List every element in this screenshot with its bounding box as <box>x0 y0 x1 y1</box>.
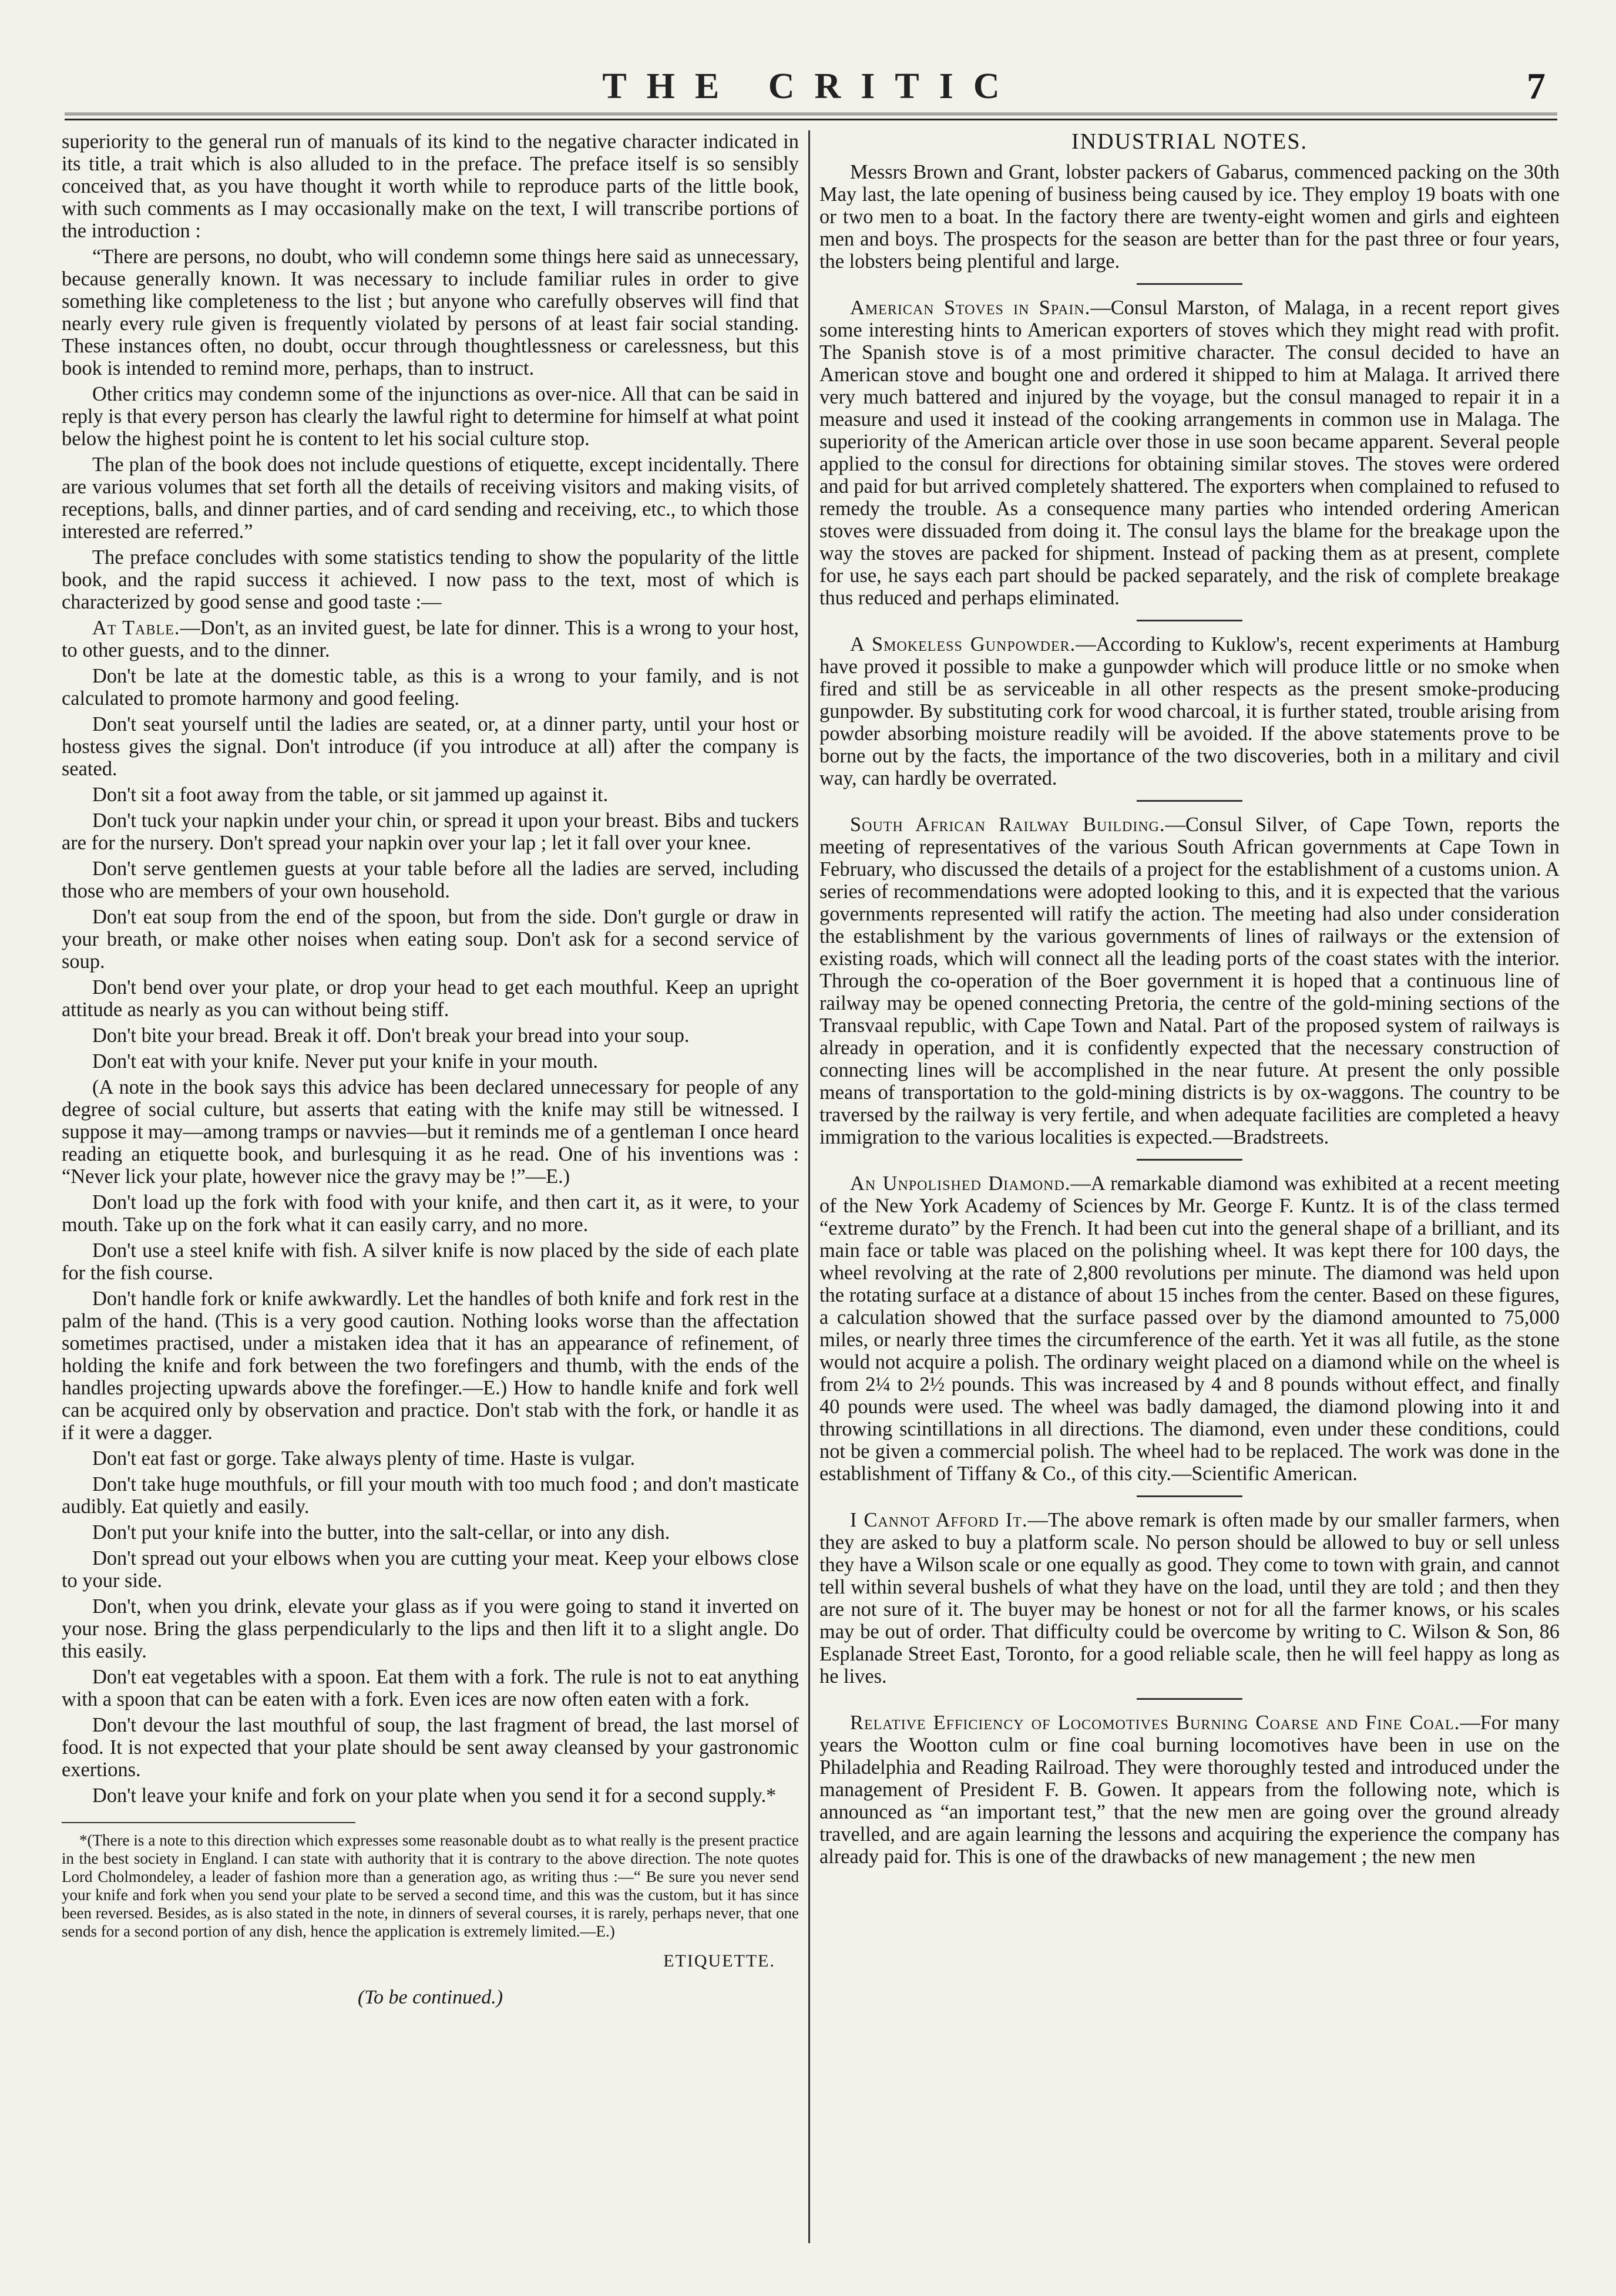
paragraph: Messrs Brown and Grant, lobster packers of Gabarus, commenced packing on the 30th May last, the late opening of business being caused by ice. They employ 19 boats with one or two men to a boat. In the factory there are twenty-eight women and girls and eighteen men and boys. The prospects for the season are better than for the past three or four years, the lobsters being plentiful and large. <box>819 161 1560 273</box>
paragraph: Don't eat fast or gorge. Take always plenty of time. Haste is vulgar. <box>92 1447 636 1470</box>
at-table-label: At Table. <box>92 617 180 639</box>
paragraph: Don't, when you drink, elevate your glass as if you were going to stand it inverted on your nose. Bring the glass perpendicularly to the lips and then lift it to a slight angle. Do this easily. <box>62 1595 799 1662</box>
paragraph: Don't handle fork or knife awkwardly. Let the handles of both knife and fork rest in the palm of the hand. (This is a very good caution. Nothing looks worse than the affectation sometimes practised, under a mistaken idea that it has an appearance of refinement, of holding the knife and fork between the two forefingers and thumb, with the ends of the handles projecting upwards above the forefinger.—E.) How to handle knife and fork well can be acquired only by observation and practice. Don't stab with the fork, or handle it as if it were a dagger. <box>62 1287 799 1444</box>
paragraph: “There are persons, no doubt, who will condemn some things here said as unnecessary, because generally known. It was necessary to include familiar rules in order to give something like completeness to the list ; but anyone who carefully observes will find that nearly every rule given is frequently violated by persons of at least fair social standing. These instances often, no doubt, occur through thoughtlessness or carelessness, but this book is intended to remind more, perhaps, than to instruct. <box>62 246 799 379</box>
item-heading: American Stoves in Spain. <box>850 297 1091 319</box>
paragraph-text: Don't, as an invited guest, be late for dinner. This is a wrong to your host, to other guests, and to the dinner. <box>62 617 799 661</box>
paragraph: Other critics may condemn some of the injunctions as over-nice. All that can be said in reply is that every person has clearly the lawful right to determine for himself at what point below the highest point he is content to let his social culture stop. <box>62 383 799 450</box>
news-item <box>819 297 1560 609</box>
item-heading: Relative Efficiency of Locomotives Burning Coarse and Fine Coal. <box>850 1712 1460 1734</box>
paragraph: Don't serve gentlemen guests at your table before all the ladies are served, including those who are members of your own household. <box>62 858 799 902</box>
paragraph: The preface concludes with some statistics tending to show the popularity of the little book, and the rapid success it achieved. I now pass to the text, most of which is characterized by good sense and good taste :— <box>62 546 799 613</box>
paragraph-at-table: At Table.—Don't, as an invited guest, be late for dinner. This is a wrong to your host, to other guests, and to the dinner. <box>62 617 799 661</box>
paragraph: Don't sit a foot away from the table, or sit jammed up against it. <box>92 784 609 806</box>
right-column <box>819 130 1560 2243</box>
paragraph: Don't load up the fork with food with your knife, and then cart it, as it were, to your mouth. Take up on the fork what it can easily carry, and no more. <box>62 1191 799 1236</box>
item-heading: A Smokeless Gunpowder. <box>850 633 1076 655</box>
paragraph: Don't eat soup from the end of the spoon, but from the side. Don't gurgle or draw in your breath, or make other noises when eating soup. Don't ask for a second service of soup. <box>62 906 799 973</box>
continued-note: (To be continued.) <box>357 1986 503 2008</box>
news-item <box>819 1172 1560 1485</box>
page-number: 7 <box>1527 65 1546 107</box>
paragraph: Don't spread out your elbows when you are cutting your meat. Keep your elbows close to your side. <box>62 1547 799 1592</box>
paragraph: Don't bend over your plate, or drop your head to get each mouthful. Keep an upright attitude as nearly as you can without being stiff. <box>62 976 799 1021</box>
column-divider <box>808 130 810 2243</box>
footnote: *(There is a note to this direction which expresses some reasonable doubt as to what really is the present practice in the best society in England. I can state with authority that it is contrary to the above direction. The note quotes Lord Cholmondeley, a leader of fashion more than a generation ago, as writing thus :—“ Be sure you never send your knife and fork when you send your plate to be served a second time, and this was the custom, but it has since been reversed. Besides, as is also stated in the note, in dinners of several courses, it is rarely, perhaps never, that one sends for a second portion of any dish, hence the application is extremely limited.—E.) <box>62 1831 799 1940</box>
news-item <box>819 1509 1560 1687</box>
masthead: THE CRITIC <box>602 66 1020 106</box>
paragraph: Don't use a steel knife with fish. A silver knife is now placed by the side of each plate for the fish course. <box>62 1239 799 1284</box>
paragraph: Don't be late at the domestic table, as this is a wrong to your family, and is not calculated to promote harmony and good feeling. <box>62 665 799 710</box>
item-heading: I Cannot Afford It. <box>850 1509 1028 1531</box>
header-rule <box>65 113 1557 120</box>
separator <box>1137 620 1242 621</box>
paragraph: superiority to the general run of manuals of its kind to the negative character indicated in its title, a trait which is also alluded to in the preface. The preface itself is so sensibly conceived that, as you have thought it worth while to reproduce parts of the little book, with such comments as I may occasionally make on the text, I will transcribe portions of the introduction : <box>62 130 799 242</box>
paragraph: Don't bite your bread. Break it off. Don't break your bread into your soup. <box>92 1024 690 1047</box>
separator <box>1137 1495 1242 1497</box>
item-body: —For many years the Wootton culm or fine coal burning locomotives have been in use on the Philadelphia and Reading Railroad. They were thoroughly tested and introduced under the management of President F. B. Gowen. It appears from the following note, which is announced as “an important test,” that the new men are going over the ground already travelled, and are again learning the lessons and acquiring the experience the company has already paid for. This is one of the drawbacks of new management ; the new men <box>819 1712 1560 1868</box>
item-heading: South African Railway Building. <box>850 813 1165 836</box>
news-item <box>819 633 1560 789</box>
paragraph: Don't tuck your napkin under your chin, or spread it upon your breast. Bibs and tuckers are for the nursery. Don't spread your napkin over your lap ; let it fall over your knee. <box>62 809 799 854</box>
item-body: —A remarkable diamond was exhibited at a recent meeting of the New York Academy of Sciences by Mr. George F. Kuntz. It is of the class termed “extreme durato” by the French. It had been cut into the general shape of a brilliant, and its main face or table was placed on the polishing wheel. It was kept there for 100 days, the wheel revolving at the rate of 2,800 revolutions per minute. The diamond was held upon the rotating surface at a distance of about 15 inches from the center. Based on these figures, a calculation showed that the surface passed over by the diamond amounted to 75,000 miles, or nearly three times the circumference of the earth. Yet it was all futile, as the stone would not acquire a polish. The ordinary weight placed on a diamond while on the wheel is from 2¼ to 2½ pounds. This was increased by 4 and 8 pounds without effect, and finally 40 pounds were used. The wheel was badly damaged, the diamond plowing into it and throwing scintillations in all directions. The diamond, even under these conditions, could not be given a commercial polish. The wheel had to be replaced. The work was done in the establishment of Tiffany & Co., of this city.—Scientific American. <box>819 1172 1560 1485</box>
separator <box>1137 1698 1242 1700</box>
news-item <box>819 813 1560 1148</box>
item-body: —According to Kuklow's, recent experiments at Hamburg have proved it possible to make a gunpowder which will produce little or no smoke when fired and still be as serviceable in all other respects as the present smoke-producing gunpowder. By substituting cork for wood charcoal, it is further stated, trouble arising from powder absorbing moisture readily will be avoided. If the above statements prove to be borne out by the facts, the importance of the two discoveries, both in a military and civil way, can hardly be overrated. <box>819 633 1560 789</box>
separator <box>1137 1159 1242 1161</box>
item-body: —The above remark is often made by our smaller farmers, when they are asked to buy a platform scale. No person should be allowed to buy or sell unless they have a Wilson scale or one equally as good. They come to town with grain, and cannot tell within several bushels of what they have on the load, until they are told ; and then they are not sure of it. The buyer may be honest or not for all the farmer knows, or his scales may be out of order. That difficulty could be overcome by writing to C. Wilson & Son, 86 Esplanade Street East, Toronto, for a good reliable scale, then he will feel happy as long as he lives. <box>819 1509 1560 1687</box>
page-header <box>65 59 1557 123</box>
item-heading: An Unpolished Diamond. <box>850 1172 1071 1195</box>
separator <box>1137 283 1242 285</box>
paragraph: (A note in the book says this advice has been declared unnecessary for people of any degree of social culture, but asserts that eating with the knife may still be witnessed. I suppose it may—among tramps or navvies—but it reminds me of a gentleman I once heard reading an etiquette book, and burlesquing it as he read. One of his inventions was : “Never lick your plate, however nice the gravy may be !”—E.) <box>62 1076 799 1188</box>
paragraph: Don't leave your knife and fork on your plate when you send it for a second supply.* <box>92 1784 777 1807</box>
paragraph: Don't eat with your knife. Never put your knife in your mouth. <box>92 1050 599 1073</box>
footnote-rule <box>62 1822 355 1823</box>
paragraph: Don't put your knife into the butter, into the salt-cellar, or into any dish. <box>92 1521 670 1544</box>
paragraph: Don't take huge mouthfuls, or fill your mouth with too much food ; and don't masticate audibly. Eat quietly and easily. <box>62 1473 799 1518</box>
paragraph: Don't devour the last mouthful of soup, the last fragment of bread, the last morsel of food. It is not expected that your plate should be sent away cleansed by your gastronomic exertions. <box>62 1714 799 1781</box>
paragraph: The plan of the book does not include questions of etiquette, except incidentally. There are various volumes that set forth all the details of receiving visitors and making visits, of receptions, balls, and dinner parties, and of card sending and receiving, etc., to which those interested are referred.” <box>62 453 799 543</box>
paragraph: Don't seat yourself until the ladies are seated, or, at a dinner party, until your host or hostess gives the signal. Don't introduce (if you introduce at all) after the company is seated. <box>62 713 799 780</box>
left-column <box>62 130 799 2243</box>
item-body: —Consul Marston, of Malaga, in a recent report gives some interesting hints to American exporters of stoves which they might read with profit. The Spanish stove is of a most primitive character. The consul decided to have an American stove and bought one and ordered it shipped to him at Malaga. It arrived there very much battered and injured by the voyage, but the consul managed to repair it in a measure and used it instead of the cooking arrangements in common use in Malaga. The superiority of the American article over those in use soon became apparent. Several people applied to the consul for directions for obtaining similar stoves. The stoves were ordered and paid for but arrived completely shattered. The exporters when complained to refused to remedy the trouble. As a consequence many parties who intended ordering American stoves were dissuaded from doing it. The consul lays the blame for the breakage upon the way the stoves are packed for shipment. Instead of packing them as at present, complete for use, he says each part should be packed separately, and the risk of complete breakage thus reduced and perhaps eliminated. <box>819 297 1560 609</box>
item-body: —Consul Silver, of Cape Town, reports the meeting of representatives of the various South African governments at Cape Town in February, who discussed the details of a project for the establishment of a customs union. A series of recommendations were adopted looking to this, and it is expected that the various governments represented will ratify the action. The meeting had also under consideration the establishment by the various governments of lines of railways or the extension of existing roads, which will connect all the leading ports of the coast states with the interior. Through the co-operation of the Boer government it is hoped that a continuous line of railway may be opened connecting Pretoria, the centre of the gold-mining sections of the Transvaal republic, with Cape Town and Natal. Part of the proposed system of railways is already in operation, and it is confidently expected that the necessary construction of connecting lines will be accomplished in the near future. At present the only possible means of transportation to the gold-mining districts is by ox-waggons. The country to be traversed by the railway is very fertile, and when adequate facilities are completed a heavy immigration to the various localities is expected.—Bradstreets. <box>819 813 1560 1148</box>
news-item <box>819 1712 1560 1868</box>
article-signature: ETIQUETTE. <box>663 1951 775 1971</box>
separator <box>1137 800 1242 802</box>
section-title: INDUSTRIAL NOTES. <box>1071 130 1308 154</box>
paragraph: Don't eat vegetables with a spoon. Eat them with a fork. The rule is not to eat anything with a spoon that can be eaten with a fork. Even ices are now often eaten with a fork. <box>62 1666 799 1710</box>
